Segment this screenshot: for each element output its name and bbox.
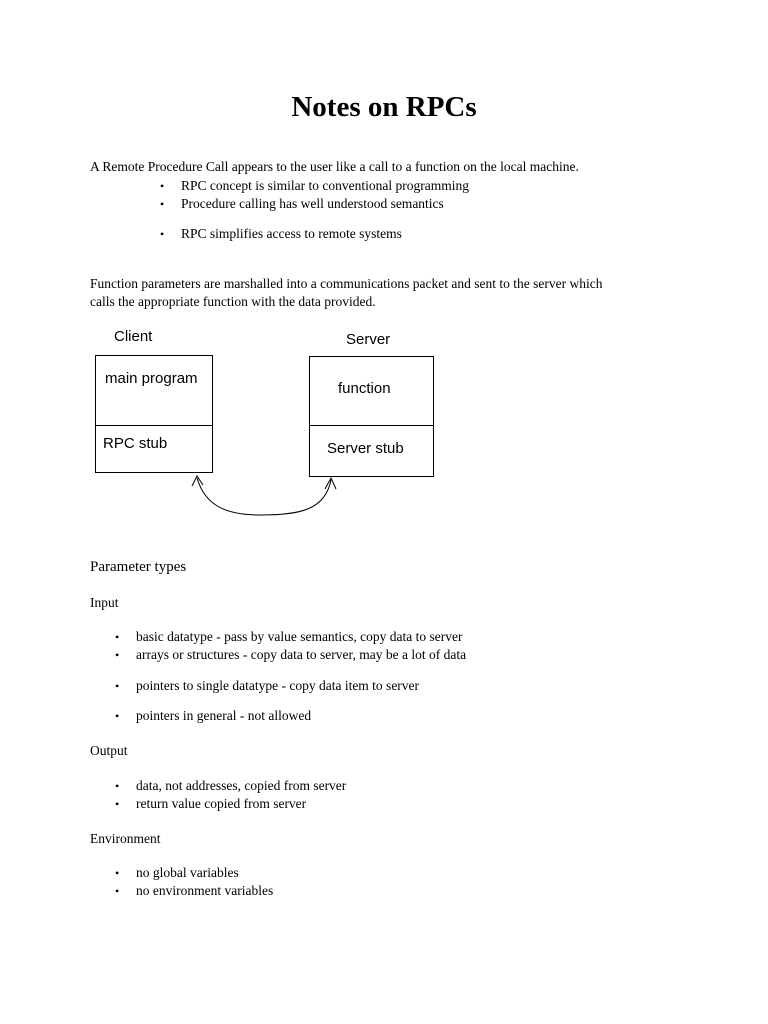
list-item: • pointers in general - not allowed [115, 708, 312, 723]
client-rpc-stub-label: RPC stub [103, 435, 168, 452]
input-heading: Input [90, 595, 119, 610]
server-box [310, 357, 434, 477]
input-bullet-list [115, 628, 467, 725]
list-item: • no environment variables [115, 883, 274, 898]
bullet-icon: • [115, 679, 120, 693]
bullet-icon: • [115, 779, 120, 793]
environment-bullet-list [115, 864, 274, 900]
bullet-icon: • [115, 630, 120, 644]
list-item: • arrays or structures - copy data to server, may be a lot of data [115, 647, 467, 662]
server-label: Server [346, 331, 391, 348]
bullet-icon: • [160, 179, 165, 193]
output-bullet-list [115, 777, 347, 813]
client-main-program-label: main program [105, 370, 198, 387]
rpc-call-arrow [197, 478, 331, 515]
list-item: • RPC simplifies access to remote systems [160, 226, 402, 241]
list-item: • return value copied from server [115, 796, 307, 811]
server-function-label: function [338, 380, 391, 397]
list-item: • pointers to single datatype - copy data item to server [115, 678, 420, 693]
output-heading: Output [90, 743, 128, 758]
bullet-icon: • [115, 866, 120, 880]
list-item: • basic datatype - pass by value semantics, copy data to server [115, 629, 463, 644]
list-item: • data, not addresses, copied from server [115, 778, 347, 793]
page-title: Notes on RPCs [291, 91, 477, 123]
server-stub-label: Server stub [327, 440, 404, 457]
list-item: • Procedure calling has well understood semantics [160, 196, 444, 211]
marshal-paragraph-line1: Function parameters are marshalled into a communications packet and sent to the server which [90, 275, 603, 291]
bullet-icon: • [160, 197, 165, 211]
parameter-types-heading: Parameter types [90, 559, 187, 575]
bullet-icon: • [160, 227, 165, 241]
client-label: Client [114, 328, 153, 345]
bullet-icon: • [115, 884, 120, 898]
intro-paragraph: A Remote Procedure Call appears to the user like a call to a function on the local machine. [90, 158, 579, 174]
bullet-icon: • [115, 648, 120, 662]
environment-heading: Environment [90, 831, 161, 846]
marshal-paragraph-line2: calls the appropriate function with the data provided. [90, 293, 376, 309]
list-item: • no global variables [115, 865, 239, 880]
bullet-icon: • [115, 797, 120, 811]
bullet-icon: • [115, 709, 120, 723]
list-item: • RPC concept is similar to conventional programming [160, 178, 469, 193]
